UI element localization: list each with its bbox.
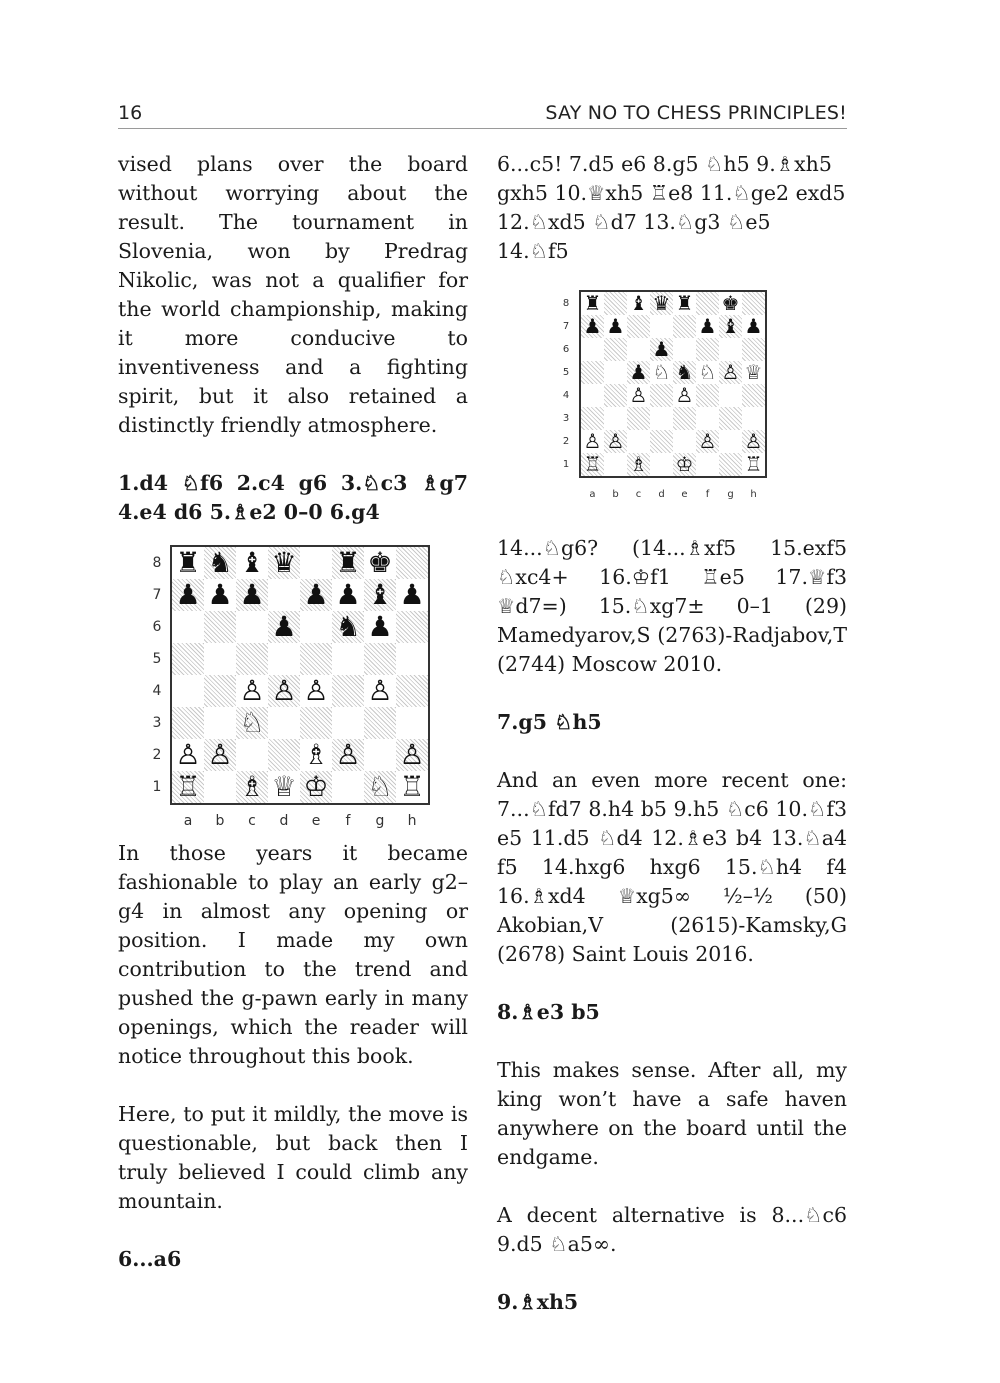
file-label: c [635, 489, 642, 500]
square-b4 [604, 384, 627, 407]
square-h6 [742, 338, 765, 361]
chess-piece-icon: ♟ [207, 578, 233, 611]
chess-piece-icon: ♘ [652, 360, 671, 384]
square-d6 [650, 338, 673, 361]
square-f2 [332, 739, 364, 771]
rank-label: 3 [152, 715, 162, 731]
chess-piece-icon: ♙ [175, 738, 201, 771]
move-line: 9.♗xh5 [497, 1290, 579, 1314]
chess-piece-icon: ♙ [335, 738, 361, 771]
square-h6 [396, 611, 428, 643]
chess-piece-icon: ♙ [207, 738, 233, 771]
chess-diagram-1 [118, 541, 468, 831]
square-g8 [719, 292, 742, 315]
square-g2 [719, 430, 742, 453]
running-title: SAY NO TO CHESS PRINCIPLES! [545, 102, 847, 124]
rank-label: 8 [562, 298, 570, 309]
file-label: f [705, 489, 710, 500]
square-f1 [696, 453, 719, 476]
square-f3 [696, 407, 719, 430]
chess-piece-icon: ♙ [367, 674, 393, 707]
square-h2 [396, 739, 428, 771]
square-b1 [204, 771, 236, 803]
chess-piece-icon: ♙ [583, 429, 602, 453]
file-label: a [183, 813, 193, 829]
chess-piece-icon: ♟ [698, 314, 717, 338]
square-h7 [396, 579, 428, 611]
square-f6 [332, 611, 364, 643]
square-c8 [236, 547, 268, 579]
chess-piece-icon: ♘ [698, 360, 717, 384]
rank-label: 3 [562, 413, 570, 424]
square-a8 [581, 292, 604, 315]
square-g7 [719, 315, 742, 338]
rank-label: 5 [562, 367, 570, 378]
rank-label: 4 [562, 390, 570, 401]
square-f4 [332, 675, 364, 707]
chess-piece-icon: ♙ [698, 429, 717, 453]
square-b4 [204, 675, 236, 707]
square-d1 [268, 771, 300, 803]
file-label: c [248, 813, 256, 829]
square-d7 [268, 579, 300, 611]
chess-piece-icon: ♕ [744, 360, 763, 384]
chess-piece-icon: ♟ [303, 578, 329, 611]
square-a7 [581, 315, 604, 338]
square-g8 [364, 547, 396, 579]
board-grid [579, 290, 767, 478]
chess-piece-icon: ♞ [675, 360, 694, 384]
square-e2 [673, 430, 696, 453]
chess-piece-icon: ♟ [583, 314, 602, 338]
square-d3 [268, 707, 300, 739]
square-c5 [236, 643, 268, 675]
chess-piece-icon: ♟ [335, 578, 361, 611]
chess-piece-icon: ♔ [675, 452, 694, 476]
square-a4 [172, 675, 204, 707]
board-grid [170, 545, 430, 805]
square-h8 [742, 292, 765, 315]
square-c5 [627, 361, 650, 384]
chess-piece-icon: ♟ [239, 578, 265, 611]
chess-piece-icon: ♖ [744, 452, 763, 476]
square-g6 [364, 611, 396, 643]
file-label: b [612, 489, 619, 500]
chess-piece-icon: ♙ [399, 738, 425, 771]
square-d8 [268, 547, 300, 579]
rank-label: 7 [152, 587, 162, 603]
chess-piece-icon: ♖ [399, 770, 425, 803]
square-h8 [396, 547, 428, 579]
paragraph: vised plans over the board without worrying about the result. The tournament in Slovenia, won by Predrag Nikolic, was not a qualifier for the world championship, making it more conducive to inventiveness and a fighting spirit, but it also retained a distinctly friendly atmosphere. [118, 152, 468, 437]
square-b8 [604, 292, 627, 315]
square-a7 [172, 579, 204, 611]
rank-label: 1 [152, 779, 162, 795]
file-label: g [375, 813, 385, 829]
square-d4 [650, 384, 673, 407]
chess-piece-icon: ♙ [721, 360, 740, 384]
square-b7 [604, 315, 627, 338]
rank-label: 2 [152, 747, 162, 763]
chess-piece-icon: ♔ [303, 770, 329, 803]
chess-piece-icon: ♖ [583, 452, 602, 476]
chess-piece-icon: ♙ [303, 674, 329, 707]
square-c4 [236, 675, 268, 707]
chess-piece-icon: ♝ [721, 314, 740, 338]
file-label: a [589, 489, 596, 500]
square-a1 [172, 771, 204, 803]
chess-piece-icon: ♗ [303, 738, 329, 771]
paragraph: A decent alternative is 8...♘c6 9.d5 ♘a5∞. [497, 1203, 847, 1256]
square-b2 [204, 739, 236, 771]
square-h1 [742, 453, 765, 476]
chess-piece-icon: ♝ [629, 291, 648, 315]
chess-piece-icon: ♙ [675, 383, 694, 407]
rank-label: 2 [562, 436, 570, 447]
rank-label: 1 [562, 459, 570, 470]
square-h7 [742, 315, 765, 338]
chess-piece-icon: ♜ [335, 546, 361, 579]
square-a2 [581, 430, 604, 453]
square-g1 [719, 453, 742, 476]
square-d6 [268, 611, 300, 643]
square-f4 [696, 384, 719, 407]
chess-piece-icon: ♜ [175, 546, 201, 579]
square-e4 [300, 675, 332, 707]
square-f8 [332, 547, 364, 579]
square-c2 [627, 430, 650, 453]
move-line: 1.d4 ♘f6 2.c4 g6 3.♘c3 ♗g7 4.e4 d6 5.♗e2 0–0 6.g4 [118, 471, 468, 524]
variation-line: 6...c5! 7.d5 e6 8.g5 ♘h5 9.♗xh5 gxh5 10.♕xh5 ♖e8 11.♘ge2 exd5 12.♘xd5 ♘d7 13.♘g3 ♘e5 14.♘f5 [497, 152, 846, 263]
square-g1 [364, 771, 396, 803]
square-h5 [396, 643, 428, 675]
square-a8 [172, 547, 204, 579]
chess-piece-icon: ♟ [271, 610, 297, 643]
square-h4 [742, 384, 765, 407]
file-label: h [750, 489, 757, 500]
paragraph: In those years it became fashionable to play an early g2–g4 in almost any opening or position. I made my own contribution to the trend and pushed the g-pawn early in many openings, which the reader will notice throughout this book. [118, 841, 468, 1068]
square-e1 [300, 771, 332, 803]
chess-piece-icon: ♕ [271, 770, 297, 803]
rank-label: 4 [152, 683, 162, 699]
square-g3 [364, 707, 396, 739]
chess-piece-icon: ♙ [744, 429, 763, 453]
square-d7 [650, 315, 673, 338]
square-g2 [364, 739, 396, 771]
square-e3 [673, 407, 696, 430]
square-e7 [673, 315, 696, 338]
square-e8 [300, 547, 332, 579]
square-f2 [696, 430, 719, 453]
file-label: e [311, 813, 321, 829]
square-e5 [673, 361, 696, 384]
square-a2 [172, 739, 204, 771]
square-c8 [627, 292, 650, 315]
square-a5 [581, 361, 604, 384]
file-label: d [658, 489, 665, 500]
chess-piece-icon: ♜ [583, 291, 602, 315]
square-c3 [236, 707, 268, 739]
chess-piece-icon: ♖ [175, 770, 201, 803]
square-g4 [719, 384, 742, 407]
chess-piece-icon: ♚ [721, 291, 740, 315]
square-g6 [719, 338, 742, 361]
page-number: 16 [118, 102, 143, 124]
square-e2 [300, 739, 332, 771]
paragraph: 14...♘g6? (14...♗xf5 15.exf5 ♘xc4+ 16.♔f1 ♖e5 17.♕f3 ♕d7=) 15.♘xg7± 0–1 (29) Mamedyarov,S (2763)-Radjabov,T (2744) Moscow 2010. [497, 536, 847, 676]
square-c7 [236, 579, 268, 611]
paragraph: And an even more recent one: 7...♘fd7 8.h4 b5 9.h5 ♘c6 10.♘f3 e5 11.d5 ♘d4 12.♗e3 b4 13.♘a4 f5 14.hxg6 hxg6 15.♘h4 f4 16.♗xd4 ♕xg5∞ ½–½ (50) Akobian,V (2615)-Kamsky,G (2678) Saint Louis 2016. [497, 768, 847, 966]
square-c4 [627, 384, 650, 407]
chess-piece-icon: ♟ [175, 578, 201, 611]
square-h4 [396, 675, 428, 707]
paragraph: Here, to put it mildly, the move is questionable, but back then I truly believed I could climb any mountain. [118, 1102, 468, 1213]
square-f5 [332, 643, 364, 675]
square-d5 [268, 643, 300, 675]
square-a1 [581, 453, 604, 476]
square-c2 [236, 739, 268, 771]
chess-piece-icon: ♛ [271, 546, 297, 579]
square-d1 [650, 453, 673, 476]
square-e1 [673, 453, 696, 476]
square-a3 [581, 407, 604, 430]
square-e4 [673, 384, 696, 407]
square-g7 [364, 579, 396, 611]
square-a3 [172, 707, 204, 739]
square-b1 [604, 453, 627, 476]
chess-piece-icon: ♙ [606, 429, 625, 453]
chess-piece-icon: ♟ [744, 314, 763, 338]
square-b5 [204, 643, 236, 675]
square-f5 [696, 361, 719, 384]
chess-piece-icon: ♙ [271, 674, 297, 707]
square-d5 [650, 361, 673, 384]
chess-piece-icon: ♙ [239, 674, 265, 707]
square-d3 [650, 407, 673, 430]
file-label: e [681, 489, 688, 500]
page-header [118, 100, 847, 129]
chess-piece-icon: ♗ [629, 452, 648, 476]
square-c6 [236, 611, 268, 643]
file-label: d [279, 813, 289, 829]
square-f7 [696, 315, 719, 338]
paragraph: This makes sense. After all, my king won’t have a safe haven anywhere on the board until the endgame. [497, 1058, 847, 1169]
chess-piece-icon: ♗ [239, 770, 265, 803]
square-c1 [236, 771, 268, 803]
chess-piece-icon: ♟ [367, 610, 393, 643]
square-e8 [673, 292, 696, 315]
chess-piece-icon: ♞ [335, 610, 361, 643]
square-b3 [204, 707, 236, 739]
square-a6 [172, 611, 204, 643]
square-a5 [172, 643, 204, 675]
square-b8 [204, 547, 236, 579]
square-h3 [742, 407, 765, 430]
chess-piece-icon: ♟ [399, 578, 425, 611]
square-g3 [719, 407, 742, 430]
square-b5 [604, 361, 627, 384]
square-g4 [364, 675, 396, 707]
square-c1 [627, 453, 650, 476]
move-line: 7.g5 ♘h5 [497, 710, 602, 734]
square-e5 [300, 643, 332, 675]
square-b2 [604, 430, 627, 453]
square-a4 [581, 384, 604, 407]
square-f6 [696, 338, 719, 361]
square-b6 [604, 338, 627, 361]
file-label: h [407, 813, 417, 829]
left-column [118, 150, 468, 1274]
chess-piece-icon: ♙ [629, 383, 648, 407]
square-g5 [719, 361, 742, 384]
rank-label: 6 [562, 344, 570, 355]
right-column [497, 150, 847, 1317]
file-label: g [727, 489, 734, 500]
file-label: f [345, 813, 351, 829]
chess-piece-icon: ♞ [207, 546, 233, 579]
rank-label: 5 [152, 651, 162, 667]
chess-piece-icon: ♝ [239, 546, 265, 579]
file-label: b [215, 813, 225, 829]
chess-piece-icon: ♚ [367, 546, 393, 579]
chess-piece-icon: ♜ [675, 291, 694, 315]
square-c3 [627, 407, 650, 430]
square-b3 [604, 407, 627, 430]
square-c7 [627, 315, 650, 338]
square-d2 [650, 430, 673, 453]
chess-piece-icon: ♘ [367, 770, 393, 803]
square-e7 [300, 579, 332, 611]
square-f8 [696, 292, 719, 315]
square-b7 [204, 579, 236, 611]
chess-piece-icon: ♛ [652, 291, 671, 315]
square-e6 [673, 338, 696, 361]
square-f3 [332, 707, 364, 739]
chess-piece-icon: ♘ [239, 706, 265, 739]
square-d4 [268, 675, 300, 707]
square-a6 [581, 338, 604, 361]
move-line: 6...a6 [118, 1247, 182, 1271]
chess-diagram-2 [497, 286, 847, 514]
square-h2 [742, 430, 765, 453]
rank-label: 8 [152, 555, 162, 571]
square-e6 [300, 611, 332, 643]
chess-piece-icon: ♝ [367, 578, 393, 611]
square-c6 [627, 338, 650, 361]
chess-piece-icon: ♟ [606, 314, 625, 338]
square-h1 [396, 771, 428, 803]
move-line: 8.♗e3 b5 [497, 1000, 600, 1024]
square-h3 [396, 707, 428, 739]
square-h5 [742, 361, 765, 384]
chess-piece-icon: ♟ [629, 360, 648, 384]
square-b6 [204, 611, 236, 643]
chess-piece-icon: ♟ [652, 337, 671, 361]
square-d2 [268, 739, 300, 771]
square-e3 [300, 707, 332, 739]
square-d8 [650, 292, 673, 315]
rank-label: 6 [152, 619, 162, 635]
square-g5 [364, 643, 396, 675]
rank-label: 7 [562, 321, 570, 332]
square-f1 [332, 771, 364, 803]
square-f7 [332, 579, 364, 611]
